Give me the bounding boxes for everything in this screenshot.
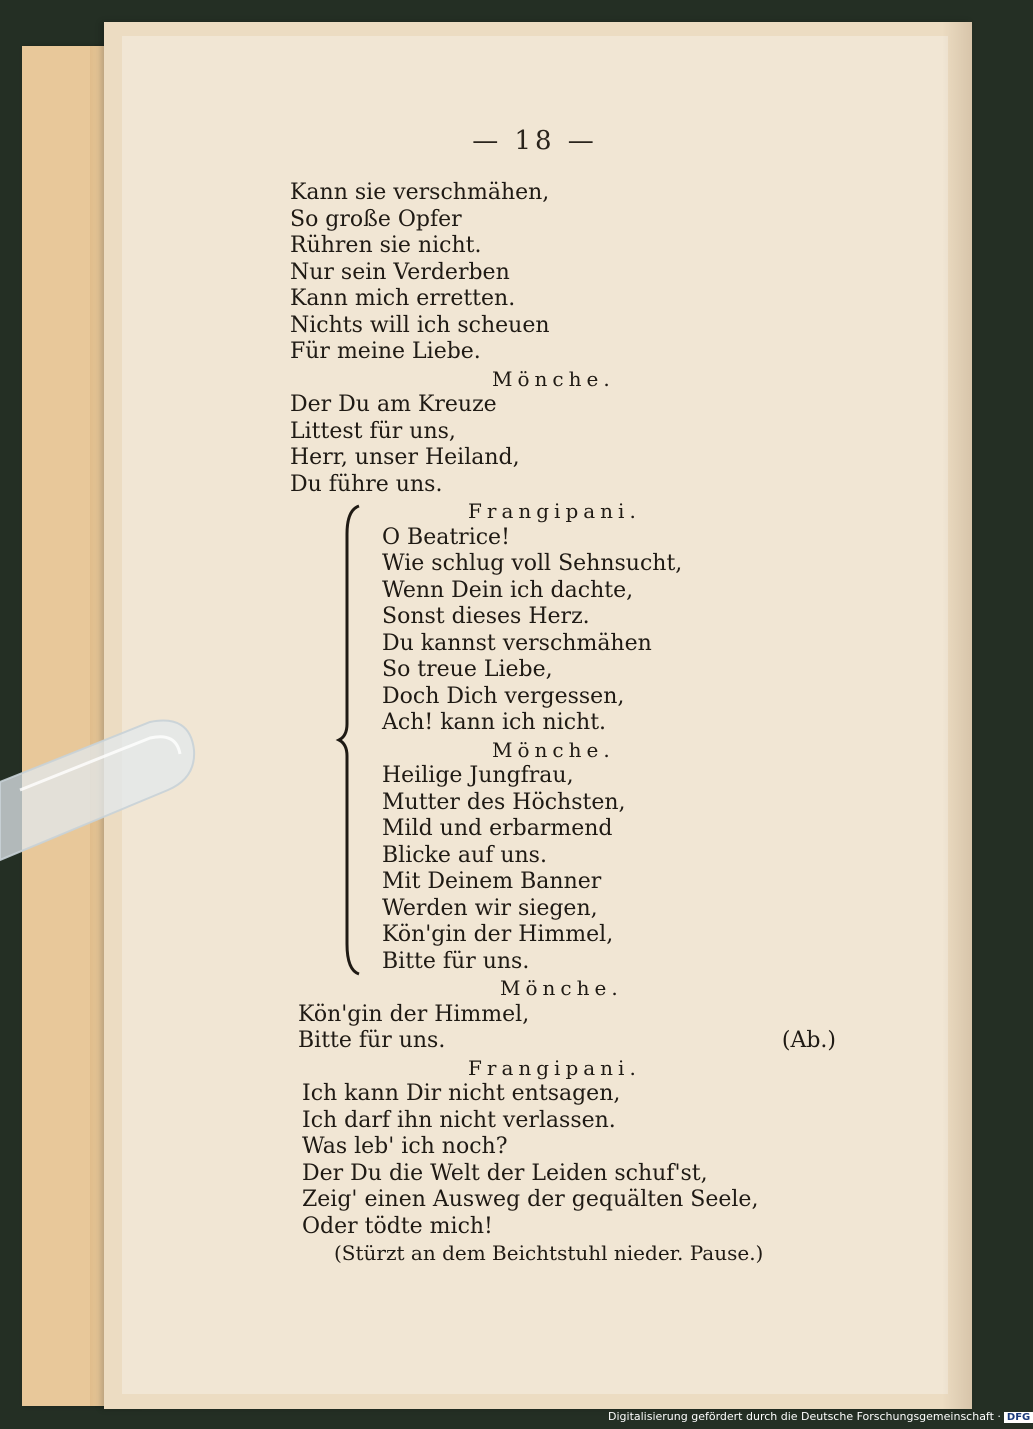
verse-line: Der Du am Kreuze: [290, 392, 497, 417]
verse-line: Wie schlug voll Sehnsucht,: [382, 551, 683, 576]
verse-line: Ich kann Dir nicht entsagen,: [302, 1081, 621, 1106]
verse-line: Kön'gin der Himmel,: [382, 922, 614, 947]
speaker-label: Mönche.: [492, 366, 615, 391]
stage-direction: (Stürzt an dem Beichtstuhl nieder. Pause.): [334, 1241, 764, 1265]
verse-line: Rühren sie nicht.: [290, 233, 482, 258]
digitization-credit: [608, 1410, 1033, 1423]
verse-line: Ich darf ihn nicht verlassen.: [302, 1107, 616, 1133]
verse-line: Oder tödte mich!: [302, 1213, 493, 1239]
verse-line: Blicke auf uns.: [382, 842, 547, 868]
page-number: — 18 —: [472, 126, 598, 156]
verse-line: Zeig' einen Ausweg der gequälten Seele,: [302, 1187, 759, 1212]
verse-block-e: [290, 1002, 850, 1055]
verse-line: Mild und erbarmend: [382, 816, 613, 841]
speaker-label: Frangipani.: [468, 499, 641, 523]
credit-text: Digitalisierung gefördert durch die Deutsche Forschungsgemeinschaft ·: [608, 1410, 1001, 1423]
verse-block-f: [290, 1081, 850, 1240]
verse-line: Mit Deinem Banner: [382, 869, 602, 894]
verse-line: Du kannst verschmähen: [382, 630, 652, 656]
dfg-logo: DFG: [1004, 1412, 1033, 1423]
verse-line: Nichts will ich scheuen: [290, 312, 550, 338]
verse-line: Herr, unser Heiland,: [290, 445, 520, 470]
verse-line: Sonst dieses Herz.: [382, 604, 590, 629]
verse-block-b: [290, 392, 850, 498]
glass-spatula: [0, 720, 240, 880]
verse-line: Was leb' ich noch?: [302, 1134, 508, 1159]
verse-line: Für meine Liebe.: [290, 339, 481, 364]
verse-line: Der Du die Welt der Leiden schuf'st,: [302, 1160, 708, 1186]
verse-line: Kön'gin der Himmel,: [298, 1001, 530, 1027]
verse-line: So große Opfer: [290, 206, 462, 232]
verse-line: Ach! kann ich nicht.: [382, 710, 607, 735]
verse-line: Du führe uns.: [290, 471, 443, 497]
verse-block-a: [290, 180, 850, 366]
speaker-label: Mönche.: [500, 976, 623, 1000]
verse-line: Bitte für uns.: [298, 1028, 446, 1053]
verse-line: Kann mich erretten.: [290, 286, 516, 311]
verse-line: So treue Liebe,: [382, 657, 553, 682]
exit-direction: (Ab.): [781, 1027, 836, 1053]
verse-line: O Beatrice!: [382, 524, 510, 550]
verse-line: Werden wir siegen,: [382, 895, 598, 921]
simultaneous-block: [290, 498, 850, 975]
verse-line: Doch Dich vergessen,: [382, 683, 625, 709]
verse-line: Heilige Jungfrau,: [382, 763, 574, 788]
verse-line: Littest für uns,: [290, 418, 456, 444]
libretto-text: [290, 180, 850, 1267]
speaker-label: Frangipani.: [468, 1055, 641, 1080]
verse-line: Mutter des Höchsten,: [382, 789, 626, 815]
bracket-brace: [337, 504, 363, 976]
verse-line: Wenn Dein ich dachte,: [382, 577, 634, 603]
verse-line: Bitte für uns.: [382, 948, 530, 974]
verse-line: Kann sie verschmähen,: [290, 180, 550, 205]
page-gutter-shadow: [942, 22, 972, 1409]
verse-line: Nur sein Verderben: [290, 259, 510, 285]
speaker-label: Mönche.: [492, 737, 615, 762]
